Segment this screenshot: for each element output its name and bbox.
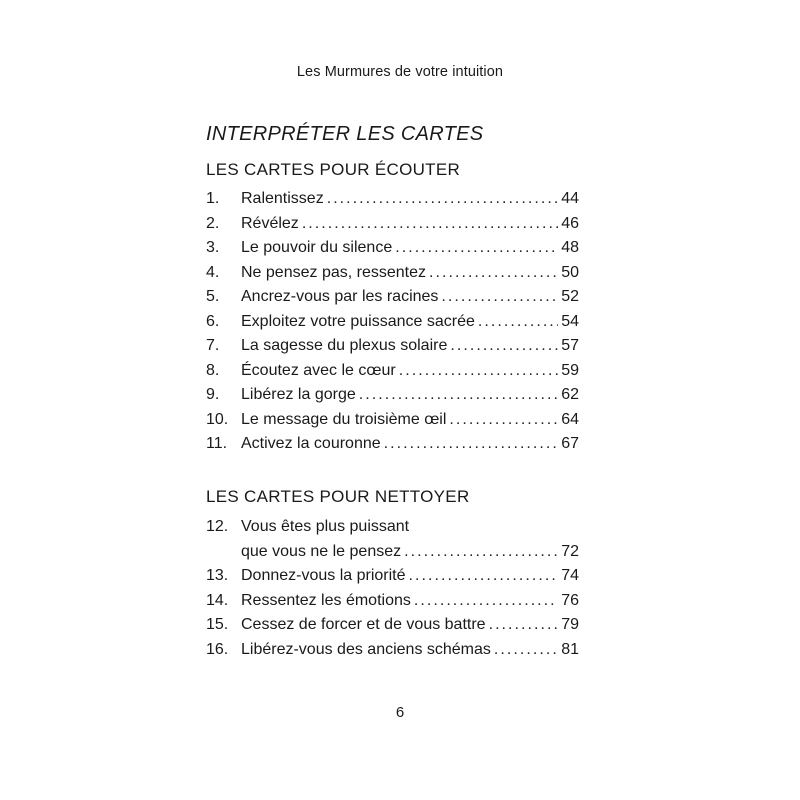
- toc-list-ecouter: [206, 187, 579, 457]
- dot-leader: [302, 212, 558, 237]
- dot-leader: [489, 613, 559, 638]
- toc-entry-page: 79: [561, 616, 579, 634]
- toc-entry-title: Donnez-vous la priorité: [241, 567, 406, 585]
- section-title-ecouter: LES CARTES POUR ÉCOUTER: [206, 160, 461, 179]
- toc-entry-page: 67: [561, 435, 579, 453]
- toc-entry-title: Ne pensez pas, ressentez: [241, 263, 426, 281]
- toc-entry: [206, 285, 579, 310]
- dot-leader: [327, 187, 559, 212]
- toc-entry-title: La sagesse du plexus solaire: [241, 337, 448, 355]
- toc-entry-number: 14.: [206, 591, 229, 609]
- toc-entry-title: Écoutez avec le cœur: [241, 361, 396, 379]
- toc-entry-page: 52: [561, 288, 579, 306]
- toc-entry-page: 44: [561, 190, 579, 207]
- dot-leader: [414, 589, 558, 614]
- toc-entry: [206, 310, 579, 335]
- toc-entry-first-line: [206, 515, 579, 540]
- dot-leader: [478, 310, 558, 335]
- dot-leader: [404, 540, 558, 565]
- toc-entry-title: que vous ne le pensez: [241, 542, 402, 560]
- toc-entry: [206, 334, 579, 359]
- section-title-nettoyer: LES CARTES POUR NETTOYER: [206, 487, 470, 506]
- toc-entry-page: 74: [561, 567, 579, 585]
- toc-entry-title: Activez la couronne: [241, 435, 381, 453]
- toc-entry: [206, 236, 579, 261]
- dot-leader: [399, 359, 558, 384]
- toc-entry: [206, 261, 579, 286]
- toc-entry-page: 54: [561, 312, 579, 330]
- toc-entry: [206, 212, 579, 237]
- toc-entry-title: Libérez la gorge: [241, 386, 356, 404]
- toc-entry-page: 46: [561, 214, 579, 232]
- toc-entry-page: 62: [561, 386, 579, 404]
- dot-leader: [359, 383, 558, 408]
- toc-entry-number: 10.: [206, 410, 229, 428]
- toc-entry-number: 2.: [206, 214, 220, 232]
- page-number: 6: [395, 704, 405, 721]
- toc-entry-number: 3.: [206, 239, 220, 257]
- toc-entry-title: Libérez-vous des anciens schémas: [241, 640, 491, 658]
- toc-entry: [206, 540, 579, 565]
- toc-entry-page: 57: [561, 337, 579, 355]
- toc-entry-number: 12.: [206, 518, 229, 535]
- dot-leader: [441, 285, 558, 310]
- dot-leader: [450, 334, 558, 359]
- toc-entry-page: 59: [561, 361, 579, 379]
- toc-entry-title: Ancrez-vous par les racines: [241, 288, 439, 306]
- chapter-title: INTERPRÉTER LES CARTES: [206, 123, 484, 145]
- toc-entry-page: 76: [561, 591, 579, 609]
- toc-entry-title: Cessez de forcer et de vous battre: [241, 616, 486, 634]
- toc-entry: [206, 638, 579, 663]
- toc-entry: [206, 383, 579, 408]
- toc-entry: [206, 408, 579, 433]
- dot-leader: [494, 638, 558, 663]
- toc-entry: [206, 187, 579, 212]
- toc-entry-title: Révélez: [241, 214, 299, 232]
- toc-entry: [206, 589, 579, 614]
- toc-entry-page: 72: [561, 542, 579, 560]
- running-head: Les Murmures de votre intuition: [296, 64, 504, 80]
- toc-entry-page: 50: [561, 263, 579, 281]
- toc-entry-page: 48: [561, 239, 579, 257]
- toc-entry: [206, 359, 579, 384]
- toc-entry: [206, 613, 579, 638]
- toc-entry-number: 15.: [206, 616, 229, 634]
- toc-list-nettoyer: [206, 515, 579, 662]
- toc-entry-number: 8.: [206, 361, 220, 379]
- toc-entry-title: Exploitez votre puissance sacrée: [241, 312, 475, 330]
- dot-leader: [449, 408, 558, 433]
- toc-entry-number: 16.: [206, 640, 229, 658]
- dot-leader: [384, 432, 559, 457]
- dot-leader: [429, 261, 558, 286]
- toc-entry: [206, 564, 579, 589]
- toc-entry: [206, 432, 579, 457]
- toc-entry-number: 7.: [206, 337, 220, 355]
- toc-entry-title: Le pouvoir du silence: [241, 239, 393, 257]
- toc-entry-page: 81: [561, 640, 579, 658]
- toc-entry-number: 4.: [206, 263, 220, 281]
- toc-entry-number: 6.: [206, 312, 220, 330]
- toc-entry-page: 64: [561, 410, 579, 428]
- toc-entry-title-line1: Vous êtes plus puissant: [241, 518, 410, 535]
- toc-entry-number: 13.: [206, 567, 229, 585]
- dot-leader: [409, 564, 559, 589]
- toc-entry-number: 5.: [206, 288, 220, 306]
- toc-entry-number: 11.: [206, 435, 228, 453]
- toc-entry-number: 1.: [206, 190, 220, 207]
- toc-entry-title: Ralentissez: [241, 190, 324, 207]
- dot-leader: [395, 236, 558, 261]
- toc-entry-title: Le message du troisième œil: [241, 410, 447, 428]
- toc-entry-title: Ressentez les émotions: [241, 591, 411, 609]
- toc-entry-number: 9.: [206, 386, 220, 404]
